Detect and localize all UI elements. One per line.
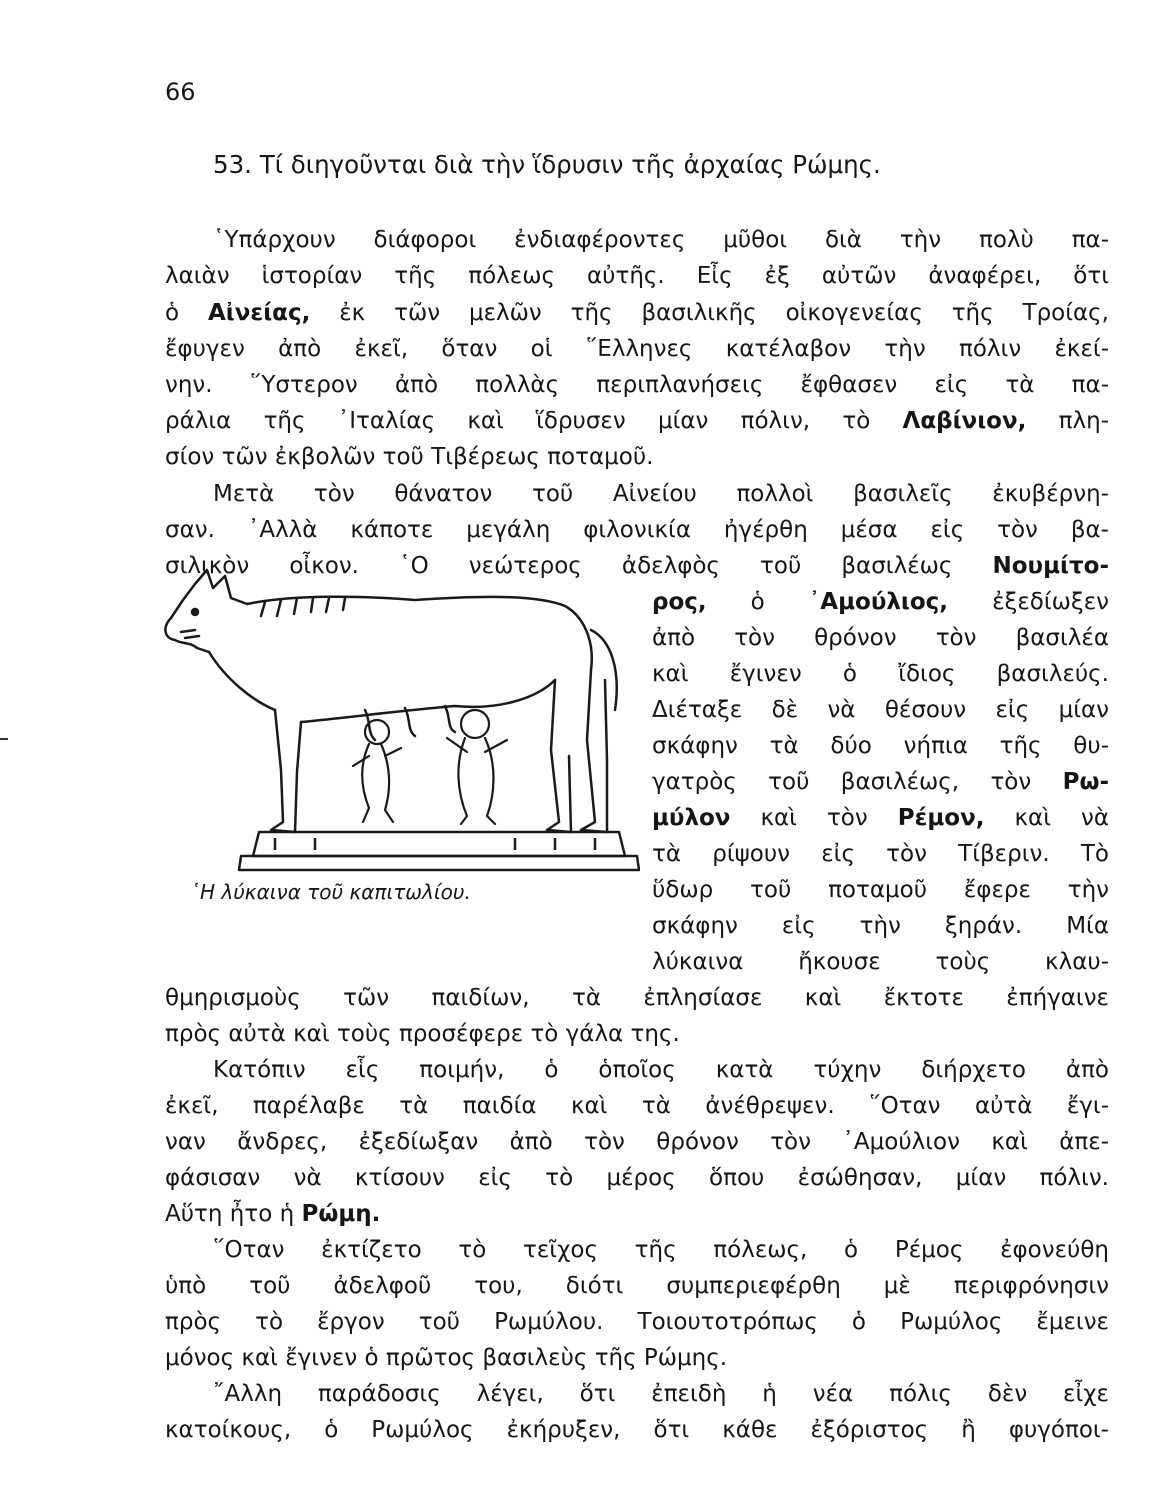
body-line: ὕδωρ τοῦ ποταμοῦ ἔφερε τὴν [652, 877, 1109, 903]
body-line: ἐκεῖ, παρέλαβε τὰ παιδία καὶ τὰ ἀνέθρεψεν. ῞Οταν αὐτὰ ἔγι- [165, 1093, 1109, 1119]
section-heading: 53. Τί διηγοῦνται διὰ τὴν ἵδρυσιν τῆς ἀρχαίας Ρώμης. [213, 150, 881, 179]
body-line: ρος, ὁ ᾿Αμούλιος, ἐξεδίωξεν [652, 589, 1109, 615]
body-line: Αὕτη ἦτο ἡ Ρώμη. [165, 1201, 381, 1227]
body-line: ῎Αλλη παράδοσις λέγει, ὅτι ἐπειδὴ ἡ νέα πόλις δὲν εἶχε [213, 1381, 1109, 1407]
body-line: πρὸς τὸ ἔργον τοῦ Ρωμύλου. Τοιουτοτρόπως ὁ Ρωμύλος ἔμεινε [165, 1309, 1109, 1335]
pedestal-icon [239, 832, 639, 870]
body-line: σίον τῶν ἐκβολῶν τοῦ Τιβέρεως ποταμοῦ. [165, 444, 654, 470]
body-line: ναν ἄνδρες, ἐξεδίωξαν ἀπὸ τὸν θρόνον τὸν ᾿Αμούλιον καὶ ἀπε- [165, 1129, 1109, 1155]
body-line: λύκαινα ἤκουσε τοὺς κλαυ- [652, 949, 1109, 975]
body-line: μύλον καὶ τὸν Ρέμον, καὶ νὰ [652, 805, 1109, 831]
page-number: 66 [165, 78, 196, 106]
wolf-icon [165, 570, 616, 832]
body-line: ὑπὸ τοῦ ἀδελφοῦ του, διότι συμπεριεφέρθη μὲ περιφρόνησιν [165, 1273, 1109, 1299]
body-line: μόνος καὶ ἔγινεν ὁ πρῶτος βασιλεὺς τῆς Ρώμης. [165, 1345, 728, 1371]
body-line: σκάφην τὰ δύο νήπια τῆς θυ- [652, 733, 1109, 759]
body-line: Μετὰ τὸν θάνατον τοῦ Αἰνείου πολλοὶ βασιλεῖς ἐκυβέρνη- [213, 481, 1109, 507]
body-line: καὶ ἔγινεν ὁ ἴδιος βασιλεύς. [652, 661, 1109, 687]
body-line: σκάφην εἰς τὴν ξηράν. Μία [652, 913, 1109, 939]
body-line: σαν. ᾿Αλλὰ κάποτε μεγάλη φιλονικία ἠγέρθη μέσα εἰς τὸν βα- [165, 517, 1109, 543]
body-line: Διέταξε δὲ νὰ θέσουν εἰς μίαν [652, 697, 1109, 723]
body-line: ῾Υπάρχουν διάφοροι ἐνδιαφέροντες μῦθοι διὰ τὴν πολὺ πα- [213, 227, 1109, 253]
body-line: ῞Οταν ἐκτίζετο τὸ τεῖχος τῆς πόλεως, ὁ Ρέμος ἐφονεύθη [213, 1237, 1109, 1263]
wolf-statue-illustration [155, 560, 640, 880]
margin-mark [0, 738, 8, 740]
body-line: ὁ Αἰνείας, ἐκ τῶν μελῶν τῆς βασιλικῆς οἰκογενείας τῆς Τροίας, [165, 300, 1109, 326]
body-line: θμηρισμοὺς τῶν παιδίων, τὰ ἐπλησίασε καὶ ἔκτοτε ἐπήγαινε [165, 985, 1109, 1011]
body-line: νην. ῞Υστερον ἀπὸ πολλὰς περιπλανήσεις ἔφθασεν εἰς τὰ πα- [165, 372, 1109, 398]
body-line: Κατόπιν εἷς ποιμήν, ὁ ὁποῖος κατὰ τύχην διήρχετο ἀπὸ [213, 1057, 1109, 1083]
twins-icon [353, 710, 507, 824]
body-line: ἀπὸ τὸν θρόνον τὸν βασιλέα [652, 625, 1109, 651]
body-line: τὰ ρίψουν εἰς τὸν Τίβεριν. Τὸ [652, 841, 1109, 867]
body-line: ἔφυγεν ἀπὸ ἐκεῖ, ὅταν οἱ ῞Ελληνες κατέλαβον τὴν πόλιν ἐκεί- [165, 336, 1109, 362]
body-line: σιλικὸν οἶκον. ῾Ο νεώτερος ἀδελφὸς τοῦ βασιλέως Νουμίτο- [165, 553, 1109, 579]
body-line: ράλια τῆς ᾿Ιταλίας καὶ ἵδρυσεν μίαν πόλιν, τὸ Λαβίνιον, πλη- [165, 408, 1109, 434]
figure-caption: ῾Η λύκαινα τοῦ καπιτωλίου. [190, 880, 471, 904]
body-line: λαιὰν ἱστορίαν τῆς πόλεως αὐτῆς. Εἶς ἐξ αὐτῶν ἀναφέρει, ὅτι [165, 263, 1109, 289]
body-line: φάσισαν νὰ κτίσουν εἰς τὸ μέρος ὅπου ἐσώθησαν, μίαν πόλιν. [165, 1165, 1109, 1191]
body-line: κατοίκους, ὁ Ρωμύλος ἐκήρυξεν, ὅτι κάθε ἐξόριστος ἢ φυγόποι- [165, 1417, 1109, 1443]
body-line: γατρὸς τοῦ βασιλέως, τὸν Ρω- [652, 769, 1109, 795]
body-line: πρὸς αὐτὰ καὶ τοὺς προσέφερε τὸ γάλα της. [165, 1021, 680, 1047]
